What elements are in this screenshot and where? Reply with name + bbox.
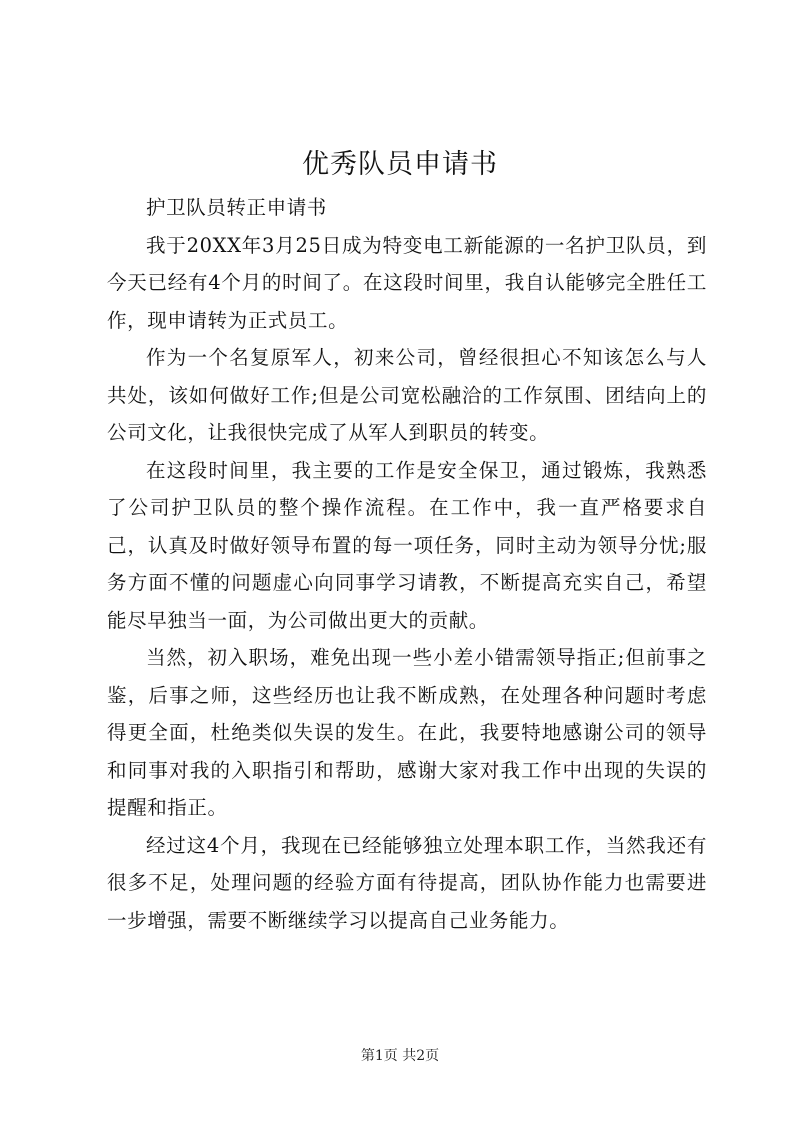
paragraph-2: 作为一个名复原军人，初来公司，曾经很担心不知该怎么与人共处，该如何做好工作;但是公司宽松融洽的工作氛围、团结向上的公司文化，让我很快完成了从军人到职员的转变。 [107,346,707,444]
document-body [107,189,707,939]
paragraph-4: 当然，初入职场，难免出现一些小差小错需领导指正;但前事之鉴，后事之师，这些经历也让我不断成熟，在处理各种问题时考虑得更全面，杜绝类似失误的发生。在此，我要特地感谢公司的领导和同事对我的入职指引和帮助，感谢大家对我工作中出现的失误的提醒和指正。 [107,646,707,819]
paragraph-1: 我于20XX年3月25日成为特变电工新能源的一名护卫队员，到今天已经有4个月的时间了。在这段时间里，我自认能够完全胜任工作，现申请转为正式员工。 [107,233,707,332]
page-footer: 第1页 共2页 [360,1048,440,1064]
paragraph-3: 在这段时间里，我主要的工作是安全保卫，通过锻炼，我熟悉了公司护卫队员的整个操作流程。在工作中，我一直严格要求自己，认真及时做好领导布置的每一项任务，同时主动为领导分忧;服务方面不懂的问题虚心向同事学习请教，不断提高充实自己，希望能尽早独当一面，为公司做出更大的贡献。 [107,458,707,632]
document-title: 优秀队员申请书 [302,149,498,180]
paragraph-5: 经过这4个月，我现在已经能够独立处理本职工作，当然我还有很多不足，处理问题的经验方面有待提高，团队协作能力也需要进一步增强，需要不断继续学习以提高自己业务能力。 [107,833,707,932]
paragraph-subtitle: 护卫队员转正申请书 [146,196,327,219]
